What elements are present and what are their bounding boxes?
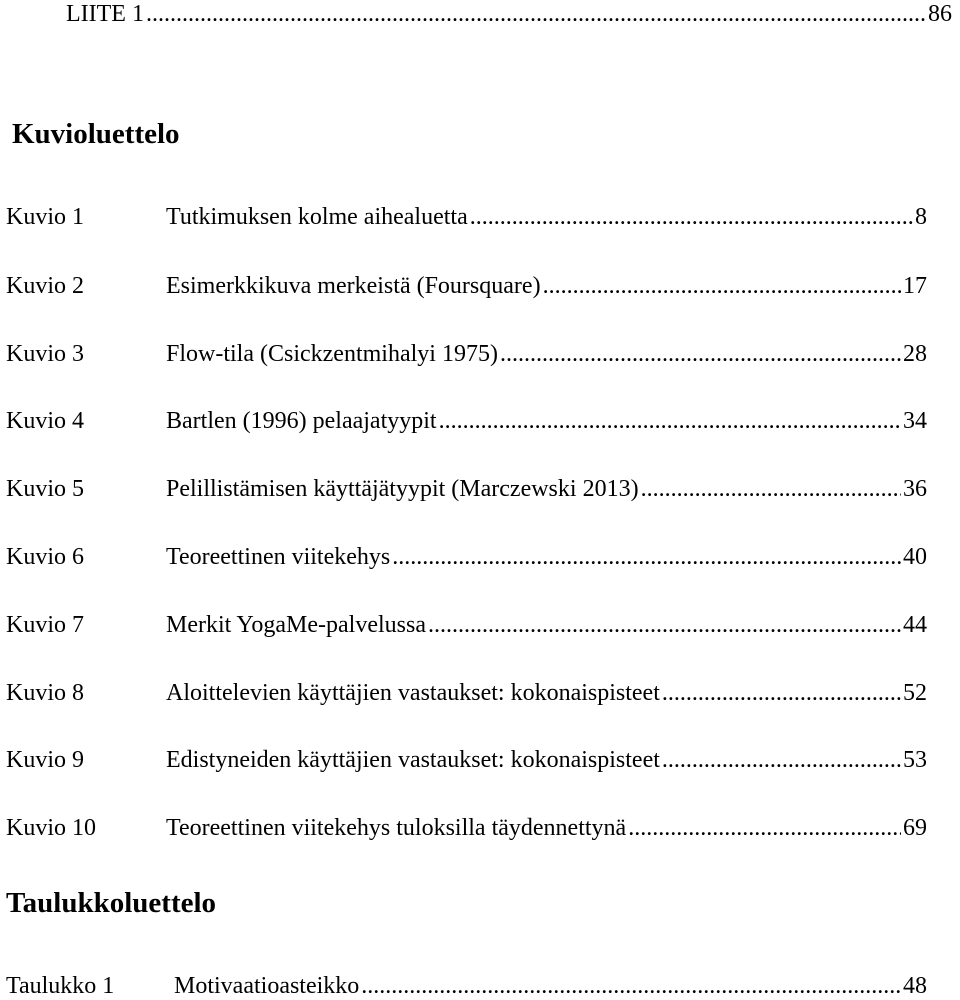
- toc-table-entry[interactable]: [6, 972, 927, 1000]
- dot-leader: [500, 340, 901, 368]
- dot-leader: [146, 0, 926, 28]
- page-number: 40: [903, 544, 927, 570]
- page-number: 34: [903, 408, 927, 434]
- toc-figure-entry[interactable]: [6, 203, 927, 231]
- toc-figure-entry[interactable]: [6, 746, 927, 774]
- page-number: 8: [915, 204, 927, 230]
- figure-number: Kuvio 5: [6, 476, 84, 502]
- figure-title: Teoreettinen viitekehys: [166, 544, 391, 570]
- appendix-label: LIITE 1: [66, 1, 144, 27]
- figure-title: Teoreettinen viitekehys tuloksilla täydennettynä: [166, 815, 627, 841]
- figure-title: Merkit YogaMe-palvelussa: [166, 612, 426, 638]
- figure-number: Kuvio 6: [6, 544, 84, 570]
- figure-title: Aloittelevien käyttäjien vastaukset: kokonaispisteet: [166, 680, 660, 706]
- figure-title: Bartlen (1996) pelaajatyypit: [166, 408, 437, 434]
- toc-figure-entry[interactable]: [6, 475, 927, 503]
- page-number: 28: [903, 341, 927, 367]
- figure-number: Kuvio 4: [6, 408, 84, 434]
- page-number: 44: [903, 612, 927, 638]
- figure-title: Tutkimuksen kolme aihealuetta: [166, 204, 468, 230]
- dot-leader: [361, 972, 901, 1000]
- dot-leader: [470, 203, 913, 231]
- figure-number: Kuvio 9: [6, 747, 84, 773]
- dot-leader: [543, 272, 901, 300]
- page-number: 36: [903, 476, 927, 502]
- figure-number: Kuvio 1: [6, 204, 84, 230]
- figure-title: Flow-tila (Csickzentmihalyi 1975): [166, 341, 498, 367]
- toc-figure-entry[interactable]: [6, 679, 927, 707]
- figure-number: Kuvio 3: [6, 341, 84, 367]
- toc-figure-entry[interactable]: [6, 340, 927, 368]
- figure-number: Kuvio 7: [6, 612, 84, 638]
- figure-title: Edistyneiden käyttäjien vastaukset: kokonaispisteet: [166, 747, 660, 773]
- page-number: 48: [903, 973, 927, 999]
- dot-leader: [439, 407, 901, 435]
- page-number: 69: [903, 815, 927, 841]
- page-number: 53: [903, 747, 927, 773]
- figure-title: Esimerkkikuva merkeistä (Foursquare): [166, 273, 541, 299]
- table-number: Taulukko 1: [6, 973, 115, 999]
- figure-number: Kuvio 10: [6, 815, 96, 841]
- dot-leader: [428, 611, 901, 639]
- toc-figure-entry[interactable]: [6, 543, 927, 571]
- toc-figure-entry[interactable]: [6, 272, 927, 300]
- dot-leader: [662, 679, 901, 707]
- dot-leader: [628, 814, 901, 842]
- figure-title: Pelillistämisen käyttäjätyypit (Marczewski 2013): [166, 476, 639, 502]
- dot-leader: [392, 543, 901, 571]
- tables-heading: Taulukkoluettelo: [6, 887, 217, 919]
- toc-figure-entry[interactable]: [6, 611, 927, 639]
- figure-number: Kuvio 8: [6, 680, 84, 706]
- page-number: 86: [928, 1, 952, 27]
- dot-leader: [641, 475, 901, 503]
- toc-figure-entry[interactable]: [6, 814, 927, 842]
- figures-heading: Kuvioluettelo: [12, 118, 180, 150]
- page-number: 52: [903, 680, 927, 706]
- toc-appendix-line[interactable]: [66, 0, 952, 28]
- page-number: 17: [903, 273, 927, 299]
- figure-number: Kuvio 2: [6, 273, 84, 299]
- table-title: Motivaatioasteikko: [174, 973, 360, 999]
- toc-figure-entry[interactable]: [6, 407, 927, 435]
- dot-leader: [662, 746, 901, 774]
